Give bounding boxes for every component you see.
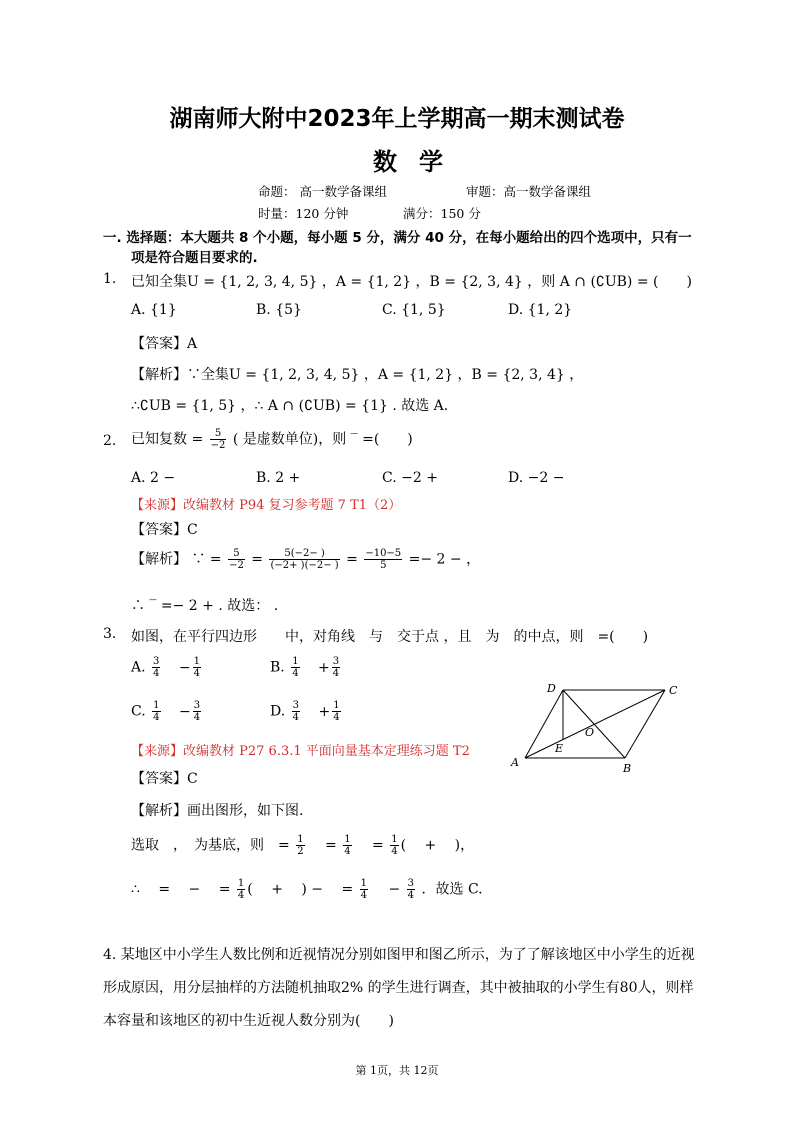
point-label-e: E xyxy=(555,742,564,755)
section-heading-line1: 一. 选择题：本大题共 8 个小题，每小题 5 分，满分 40 分，在每小题给出的四个选项中，只有一 xyxy=(103,230,692,246)
q1-analysis-line1: 【解析】∵全集U = {1, 2, 3, 4, 5} ，A = {1, 2} ，B = {2, 3, 4} ， xyxy=(131,367,584,383)
denominator: −2 xyxy=(229,560,244,571)
fraction xyxy=(152,656,160,679)
operator: + xyxy=(318,703,331,720)
q2-analysis-line1 xyxy=(131,548,480,571)
fraction xyxy=(237,878,245,901)
q2-analysis-frac2 xyxy=(269,548,339,571)
denominator: 4 xyxy=(193,712,201,723)
proposer: 命题： 高一数学备课组 xyxy=(258,184,387,199)
q2-analysis-frac1 xyxy=(228,548,245,571)
subject-title: 数学 xyxy=(373,148,465,176)
q1-option-c: C. {1, 5} xyxy=(382,302,446,318)
denominator: 2 xyxy=(297,846,304,857)
numerator: 1 xyxy=(297,834,304,845)
fraction xyxy=(360,878,368,901)
vertex-label-b: B xyxy=(623,762,632,775)
q1-number: 1. xyxy=(103,271,117,287)
option-letter: D. xyxy=(270,703,286,720)
vertex-label-d: D xyxy=(547,682,556,695)
numerator: 1 xyxy=(237,878,245,889)
denominator: 4 xyxy=(193,668,200,679)
denominator: 4 xyxy=(237,890,245,901)
text: = xyxy=(311,837,337,854)
denominator: 4 xyxy=(332,668,340,679)
denominator: 4 xyxy=(344,846,351,857)
denominator: 4 xyxy=(292,668,299,679)
fraction xyxy=(332,700,340,723)
fraction xyxy=(193,700,201,723)
text: ( + ) − = xyxy=(247,881,354,898)
point-label-o: O xyxy=(585,726,595,739)
numerator: 3 xyxy=(332,656,340,667)
q3-stem: 如图，在平行四边形 中，对角线 与 交于点 ，且 为 的中点，则 =( ) xyxy=(131,629,649,645)
fraction xyxy=(291,656,299,679)
fraction xyxy=(152,700,160,723)
denominator: (−2+ )(−2− ) xyxy=(270,560,339,571)
operator: − xyxy=(178,659,191,676)
q4-stem-line1: 4. 某地区中小学生人数比例和近视情况分别如图甲和图乙所示，为了了解该地区中小学生的近视 xyxy=(103,947,695,963)
reviewer: 审题：高一数学备课组 xyxy=(466,184,592,199)
denominator: −2 xyxy=(210,440,226,451)
numerator: 3 xyxy=(292,700,300,711)
fraction xyxy=(193,656,201,679)
q2-stem-end: ( 是虚数单位)，则 ‾ =( ) xyxy=(232,431,413,448)
q4-stem-line2: 形成原因，用分层抽样的方法随机抽取2% 的学生进行调查，其中被抽取的小学生有80人，则样 xyxy=(103,980,694,996)
q3-answer: 【答案】C xyxy=(131,771,198,787)
q2-option-d: D. −2 − xyxy=(508,470,565,486)
fraction xyxy=(296,834,304,857)
option-letter: C. xyxy=(131,703,146,720)
numerator: 3 xyxy=(193,700,201,711)
q1-option-a: A. {1} xyxy=(131,302,177,318)
q3-analysis-line2 xyxy=(131,878,483,901)
numerator: −10−5 xyxy=(365,548,402,559)
denominator: 5 xyxy=(380,560,387,571)
q1-analysis-line2: ∴∁UB = {1, 5} ，∴ A ∩ (∁UB) = {1} . 故选 A. xyxy=(131,398,449,414)
parallelogram-figure xyxy=(505,678,685,778)
q1-option-d: D. {1, 2} xyxy=(508,302,573,318)
q3-analysis: 【解析】画出图形，如下图. xyxy=(131,803,304,819)
numerator: 3 xyxy=(407,878,415,889)
q2-option-a: A. 2 − xyxy=(131,470,176,486)
q2-number: 2. xyxy=(103,433,117,449)
q2-answer: 【答案】C xyxy=(131,522,198,538)
text: ．故选 C. xyxy=(421,881,483,898)
denominator: 4 xyxy=(333,712,340,723)
text: = xyxy=(358,837,384,854)
numerator: 1 xyxy=(333,700,340,711)
q2-stem xyxy=(131,428,413,451)
numerator: 1 xyxy=(344,834,351,845)
q2-option-b: B. 2 + xyxy=(256,470,301,486)
numerator: 3 xyxy=(153,656,160,667)
q1-answer: 【答案】A xyxy=(131,336,198,352)
q1-stem: 已知全集U = {1, 2, 3, 4, 5} ，A = {1, 2} ，B = {2, 3, 4} ，则 A ∩ (∁UB) = ( ) xyxy=(131,274,692,290)
numerator: 1 xyxy=(153,700,160,711)
text: ∴ = − = xyxy=(131,881,231,898)
time-limit: 时量：120 分钟 xyxy=(258,206,349,221)
q2-fraction xyxy=(210,428,227,451)
section-heading-line2: 项是符合题目要求的. xyxy=(131,250,258,266)
denominator: 4 xyxy=(391,846,398,857)
full-score: 满分：150 分 xyxy=(403,206,481,221)
q4-stem-line3: 本容量和该地区的初中生近视人数分别为( ) xyxy=(103,1013,394,1029)
fraction xyxy=(343,834,351,857)
numerator: 1 xyxy=(360,878,368,889)
text: 选取 ， 为基底，则 = xyxy=(131,837,290,854)
operator: − xyxy=(178,703,191,720)
equals: = xyxy=(346,551,358,568)
q2-analysis-end: =− 2 − ， xyxy=(408,551,481,568)
denominator: 4 xyxy=(153,712,160,723)
fraction xyxy=(292,700,300,723)
q2-source: 【来源】改编教材 P94 复习参考题 7 T1（2） xyxy=(131,498,402,513)
q3-analysis-line1 xyxy=(131,834,474,857)
q2-analysis-start: 【解析】 ∵ = xyxy=(131,551,222,568)
exam-title: 湖南师大附中2023年上学期高一期末测试卷 xyxy=(169,106,625,132)
q2-analysis-frac3 xyxy=(364,548,402,571)
denominator: 4 xyxy=(153,668,160,679)
page-number: 第 1页，共 12页 xyxy=(355,1064,439,1077)
q2-stem-start: 已知复数 = xyxy=(131,431,204,448)
q3-option-b xyxy=(270,656,342,679)
q1-option-b: B. {5} xyxy=(256,302,302,318)
operator: + xyxy=(318,659,330,676)
q3-source: 【来源】改编教材 P27 6.3.1 平面向量基本定理练习题 T2 xyxy=(131,744,470,759)
numerator: 1 xyxy=(292,656,299,667)
option-letter: B. xyxy=(270,659,285,676)
text: ( + )， xyxy=(400,837,475,854)
numerator: 5 xyxy=(228,548,245,560)
numerator: 1 xyxy=(391,834,398,845)
diagonal-bd xyxy=(563,690,625,758)
numerator: 5(−2− ) xyxy=(269,548,339,560)
option-letter: A. xyxy=(131,659,146,676)
q3-option-c xyxy=(131,700,203,723)
q2-analysis-line2: ∴ ‾ =− 2 + . 故选： . xyxy=(131,598,279,614)
numerator: 1 xyxy=(193,656,200,667)
fraction xyxy=(407,878,415,901)
denominator: 4 xyxy=(407,890,415,901)
q2-option-c: C. −2 + xyxy=(382,470,438,486)
equals: = xyxy=(251,551,264,568)
numerator: 5 xyxy=(210,428,227,440)
q3-option-a xyxy=(131,656,203,679)
vertex-label-a: A xyxy=(511,756,519,769)
q3-option-d xyxy=(270,700,343,723)
denominator: 4 xyxy=(360,890,368,901)
diagonal-ac xyxy=(525,690,665,758)
text: − xyxy=(374,881,401,898)
denominator: 4 xyxy=(292,712,300,723)
fraction xyxy=(390,834,398,857)
vertex-label-c: C xyxy=(669,684,678,697)
fraction xyxy=(332,656,340,679)
q3-number: 3. xyxy=(103,626,117,642)
